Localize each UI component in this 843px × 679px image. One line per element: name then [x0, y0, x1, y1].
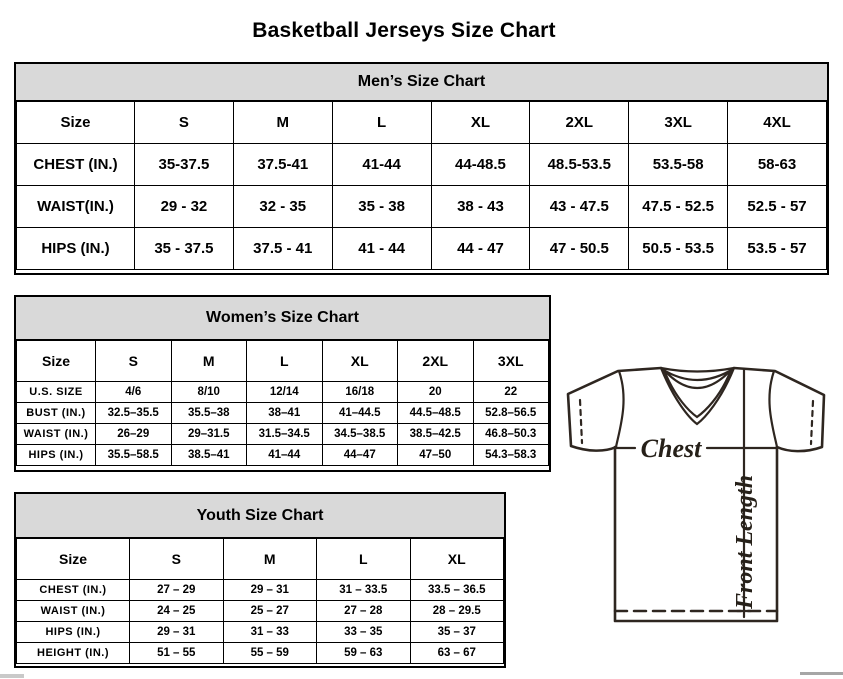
table-row [17, 186, 827, 228]
size-value-cell: 47 - 50.5 [530, 228, 629, 270]
size-value-cell: 27 – 28 [317, 601, 411, 622]
size-value-cell: 29 – 31 [223, 580, 317, 601]
column-header: M [233, 102, 332, 144]
size-value-cell: 41–44 [247, 445, 323, 466]
size-value-cell: 58-63 [728, 144, 827, 186]
table-row [17, 424, 549, 445]
size-value-cell: 31.5–34.5 [247, 424, 323, 445]
size-value-cell: 35 – 37 [410, 622, 504, 643]
size-value-cell: 35-37.5 [135, 144, 234, 186]
size-value-cell: 41 - 44 [332, 228, 431, 270]
size-value-cell: 29 - 32 [135, 186, 234, 228]
size-value-cell: 31 – 33 [223, 622, 317, 643]
size-value-cell: 8/10 [171, 382, 247, 403]
size-value-cell: 52.5 - 57 [728, 186, 827, 228]
size-value-cell: 28 – 29.5 [410, 601, 504, 622]
jersey-cuff-dash-right [811, 401, 813, 444]
size-value-cell: 51 – 55 [130, 643, 224, 664]
column-header: Size [17, 102, 135, 144]
size-value-cell: 33 – 35 [317, 622, 411, 643]
womens-table-title: Women’s Size Chart [16, 297, 549, 340]
mens-size-chart-table [14, 62, 829, 275]
row-label: CHEST (IN.) [17, 580, 130, 601]
table-row [17, 622, 504, 643]
row-label: WAIST (IN.) [17, 424, 96, 445]
size-value-cell: 35.5–38 [171, 403, 247, 424]
row-label: U.S. SIZE [17, 382, 96, 403]
row-label: BUST (IN.) [17, 403, 96, 424]
size-value-cell: 53.5-58 [629, 144, 728, 186]
row-label: WAIST (IN.) [17, 601, 130, 622]
size-value-cell: 32 - 35 [233, 186, 332, 228]
table-row [17, 445, 549, 466]
size-value-cell: 52.8–56.5 [473, 403, 549, 424]
column-header: S [96, 341, 172, 382]
womens-size-chart-table [14, 295, 551, 472]
column-header: XL [322, 341, 398, 382]
table-row [17, 144, 827, 186]
size-value-cell: 38–41 [247, 403, 323, 424]
jersey-diagram-svg [558, 360, 840, 662]
womens-header-row [17, 341, 549, 382]
table-row [17, 228, 827, 270]
size-value-cell: 38 - 43 [431, 186, 530, 228]
size-value-cell: 44 - 47 [431, 228, 530, 270]
size-value-cell: 47–50 [398, 445, 474, 466]
row-label: HIPS (IN.) [17, 445, 96, 466]
youth-table [16, 538, 504, 664]
mens-table-title: Men’s Size Chart [16, 64, 827, 101]
size-value-cell: 41-44 [332, 144, 431, 186]
row-label: HIPS (IN.) [17, 228, 135, 270]
size-value-cell: 12/14 [247, 382, 323, 403]
size-value-cell: 47.5 - 52.5 [629, 186, 728, 228]
jersey-outline-right [734, 368, 824, 451]
size-value-cell: 44-48.5 [431, 144, 530, 186]
size-value-cell: 41–44.5 [322, 403, 398, 424]
size-value-cell: 50.5 - 53.5 [629, 228, 728, 270]
column-header: 2XL [398, 341, 474, 382]
column-header: L [247, 341, 323, 382]
mens-table [16, 101, 827, 270]
size-value-cell: 29 – 31 [130, 622, 224, 643]
column-header: L [332, 102, 431, 144]
size-value-cell: 43 - 47.5 [530, 186, 629, 228]
size-value-cell: 29–31.5 [171, 424, 247, 445]
chest-measure-label: Chest [640, 434, 702, 463]
size-value-cell: 4/6 [96, 382, 172, 403]
womens-table [16, 340, 549, 466]
table-row [17, 403, 549, 424]
size-value-cell: 44–47 [322, 445, 398, 466]
size-value-cell: 27 – 29 [130, 580, 224, 601]
column-header: S [130, 539, 224, 580]
size-value-cell: 32.5–35.5 [96, 403, 172, 424]
column-header: Size [17, 341, 96, 382]
size-value-cell: 24 – 25 [130, 601, 224, 622]
size-value-cell: 59 – 63 [317, 643, 411, 664]
column-header: M [223, 539, 317, 580]
column-header: L [317, 539, 411, 580]
size-value-cell: 20 [398, 382, 474, 403]
column-header: 4XL [728, 102, 827, 144]
jersey-measurement-diagram [558, 360, 840, 662]
size-value-cell: 55 – 59 [223, 643, 317, 664]
jersey-armhole-seam-left [616, 371, 624, 447]
size-value-cell: 33.5 – 36.5 [410, 580, 504, 601]
table-row [17, 601, 504, 622]
jersey-collar-top [661, 368, 734, 372]
youth-table-title: Youth Size Chart [16, 494, 504, 538]
page-title: Basketball Jerseys Size Chart [252, 19, 556, 43]
column-header: M [171, 341, 247, 382]
size-value-cell: 46.8–50.3 [473, 424, 549, 445]
column-header: 2XL [530, 102, 629, 144]
size-value-cell: 54.3–58.3 [473, 445, 549, 466]
mens-header-row [17, 102, 827, 144]
column-header: Size [17, 539, 130, 580]
size-value-cell: 37.5 - 41 [233, 228, 332, 270]
column-header: 3XL [473, 341, 549, 382]
column-header: S [135, 102, 234, 144]
size-value-cell: 63 – 67 [410, 643, 504, 664]
size-value-cell: 16/18 [322, 382, 398, 403]
row-label: HEIGHT (IN.) [17, 643, 130, 664]
size-value-cell: 38.5–41 [171, 445, 247, 466]
horizontal-scrollbar-fragment-left[interactable] [0, 674, 24, 678]
size-value-cell: 48.5-53.5 [530, 144, 629, 186]
youth-header-row [17, 539, 504, 580]
jersey-armhole-seam-right [769, 371, 777, 447]
size-value-cell: 37.5-41 [233, 144, 332, 186]
row-label: WAIST(IN.) [17, 186, 135, 228]
row-label: HIPS (IN.) [17, 622, 130, 643]
column-header: XL [431, 102, 530, 144]
youth-size-chart-table [14, 492, 506, 668]
front-length-measure-label: Front Length [732, 474, 758, 609]
size-value-cell: 53.5 - 57 [728, 228, 827, 270]
column-header: 3XL [629, 102, 728, 144]
size-value-cell: 38.5–42.5 [398, 424, 474, 445]
table-row [17, 643, 504, 664]
jersey-cuff-dash-left [580, 400, 582, 443]
table-row [17, 382, 549, 403]
size-value-cell: 25 – 27 [223, 601, 317, 622]
size-value-cell: 35 - 37.5 [135, 228, 234, 270]
column-header: XL [410, 539, 504, 580]
row-label: CHEST (IN.) [17, 144, 135, 186]
size-value-cell: 31 – 33.5 [317, 580, 411, 601]
size-value-cell: 22 [473, 382, 549, 403]
table-row [17, 580, 504, 601]
horizontal-scrollbar-fragment-right[interactable] [800, 672, 843, 675]
size-value-cell: 26–29 [96, 424, 172, 445]
size-value-cell: 34.5–38.5 [322, 424, 398, 445]
size-value-cell: 35 - 38 [332, 186, 431, 228]
size-value-cell: 44.5–48.5 [398, 403, 474, 424]
size-value-cell: 35.5–58.5 [96, 445, 172, 466]
